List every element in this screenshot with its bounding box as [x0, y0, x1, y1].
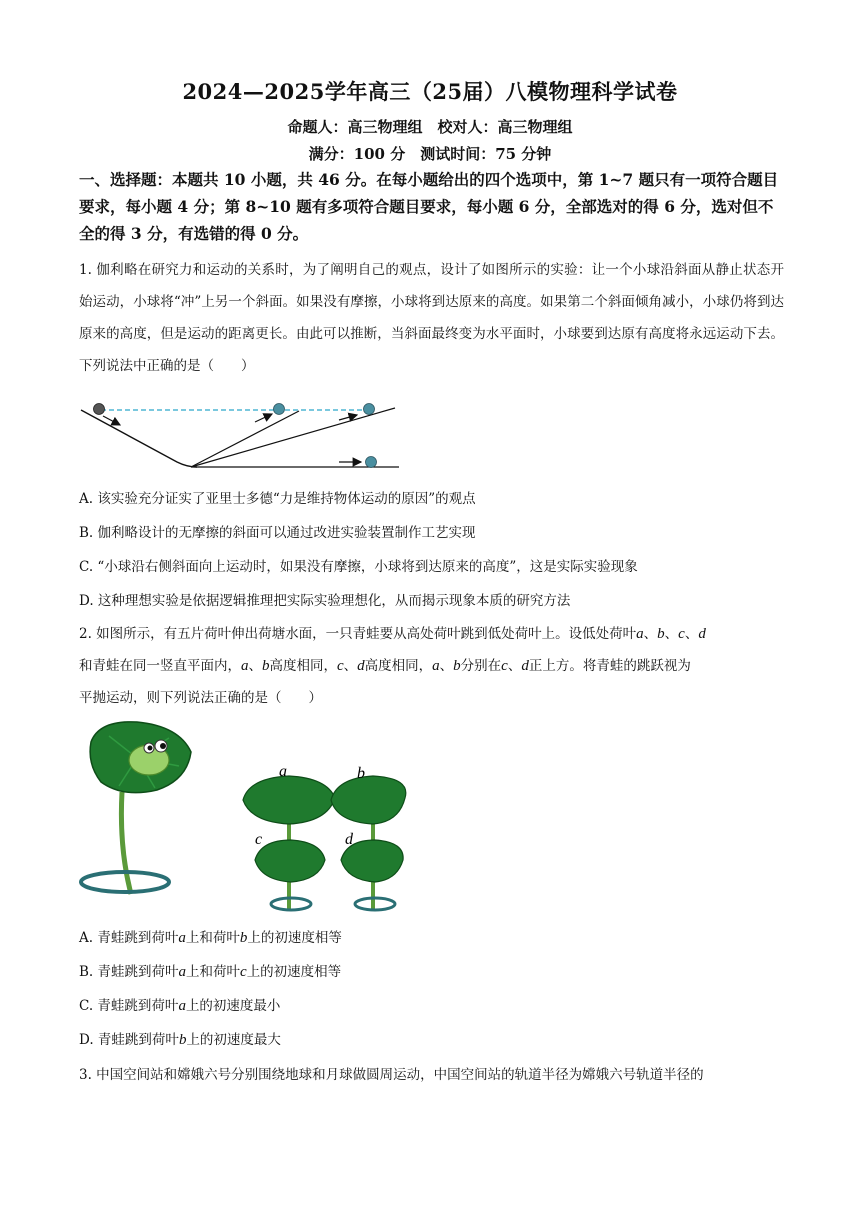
section-instructions: 一、选择题：本题共 10 小题，共 46 分。在每小题给出的四个选项中，第 1~7 题只有一项符合题目要求，每小题 4 分；第 8~10 题有多项符合题目要求，每小题 6 分，全部选对的得 6 分，选对但不全的得 3 分，有选错的得 0 分。: [79, 170, 779, 243]
question-1-option-d: D. 这种理想实验是依据逻辑推理把实际实验理想化，从而揭示现象本质的研究方法: [79, 593, 571, 609]
question-2-line-3: 平抛运动，则下列说法正确的是（ ）: [79, 690, 322, 706]
gentle-right-incline: [191, 408, 395, 467]
incline-experiment-figure: [79, 398, 419, 474]
label-a: a: [279, 763, 287, 780]
label-c: c: [255, 831, 263, 848]
ball-steep: [274, 404, 285, 415]
leaf-stack-left: [243, 763, 335, 910]
lotus-leaves-figure: [79, 718, 409, 916]
question-2-option-d: D. 青蛙跳到荷叶b上的初速度最大: [79, 1032, 281, 1048]
label-b: b: [357, 765, 365, 782]
score-time-line: 满分：100 分 测试时间：75 分钟: [308, 145, 552, 163]
question-2-stem: [79, 618, 784, 714]
steep-arrow: [255, 414, 272, 422]
leaf-a: [243, 776, 335, 824]
question-2-option-a: A. 青蛙跳到荷叶a上和荷叶b上的初速度相等: [79, 930, 342, 946]
leaf-b: [331, 776, 406, 824]
page-title: 2024—2025学年高三（25届）八模物理科学试卷: [182, 79, 678, 104]
authors-line: 命题人：高三物理组 校对人：高三物理组: [287, 118, 573, 136]
question-3-stem: 3. 中国空间站和嫦娥六号分别围绕地球和月球做圆周运动，中国空间站的轨道半径为嫦娥六号轨道半径的: [79, 1067, 704, 1083]
frog-leaf: [81, 722, 191, 894]
question-1-option-c: C. “小球沿右侧斜面向上运动时，如果没有摩擦，小球将到达原来的高度”，这是实际实验现象: [79, 559, 638, 575]
question-1-option-a: A. 该实验充分证实了亚里士多德“力是维持物体运动的原因”的观点: [79, 491, 476, 507]
question-1-stem: 1. 伽利略在研究力和运动的关系时，为了阐明自己的观点，设计了如图所示的实验：让一个小球沿斜面从静止状态开始运动，小球将“冲”上另一个斜面。如果没有摩擦，小球将到达原来的高度。如果第二个斜面倾角减小，小球仍将到达原来的高度，但是运动的距离更长。由此可以推断，当斜面最终变为水平面时，小球要到达原有高度将永远运动下去。下列说法中正确的是（ ）: [79, 262, 784, 374]
question-1-option-b: B. 伽利略设计的无摩擦的斜面可以通过改进实验装置制作工艺实现: [79, 525, 476, 541]
label-d: d: [345, 831, 353, 848]
steep-right-incline: [191, 411, 299, 467]
question-2-option-c: C. 青蛙跳到荷叶a上的初速度最小: [79, 998, 281, 1014]
left-incline: [81, 410, 197, 467]
ball-gentle: [364, 404, 375, 415]
question-2-line-1: 2. 如图所示，有五片荷叶伸出荷塘水面，一只青蛙要从高处荷叶跳到低处荷叶上。设低处荷叶a、b、c、d: [79, 626, 706, 642]
leaf-c: [255, 840, 325, 882]
question-2-line-2: 和青蛙在同一竖直平面内，a、b高度相同，c、d高度相同，a、b分别在c、d正上方。将青蛙的跳跃视为: [79, 658, 691, 674]
leaf-stack-right: [331, 765, 406, 910]
ball-horizontal: [366, 457, 377, 468]
question-2-option-b: B. 青蛙跳到荷叶a上和荷叶c上的初速度相等: [79, 964, 342, 980]
ball-start: [94, 404, 105, 415]
